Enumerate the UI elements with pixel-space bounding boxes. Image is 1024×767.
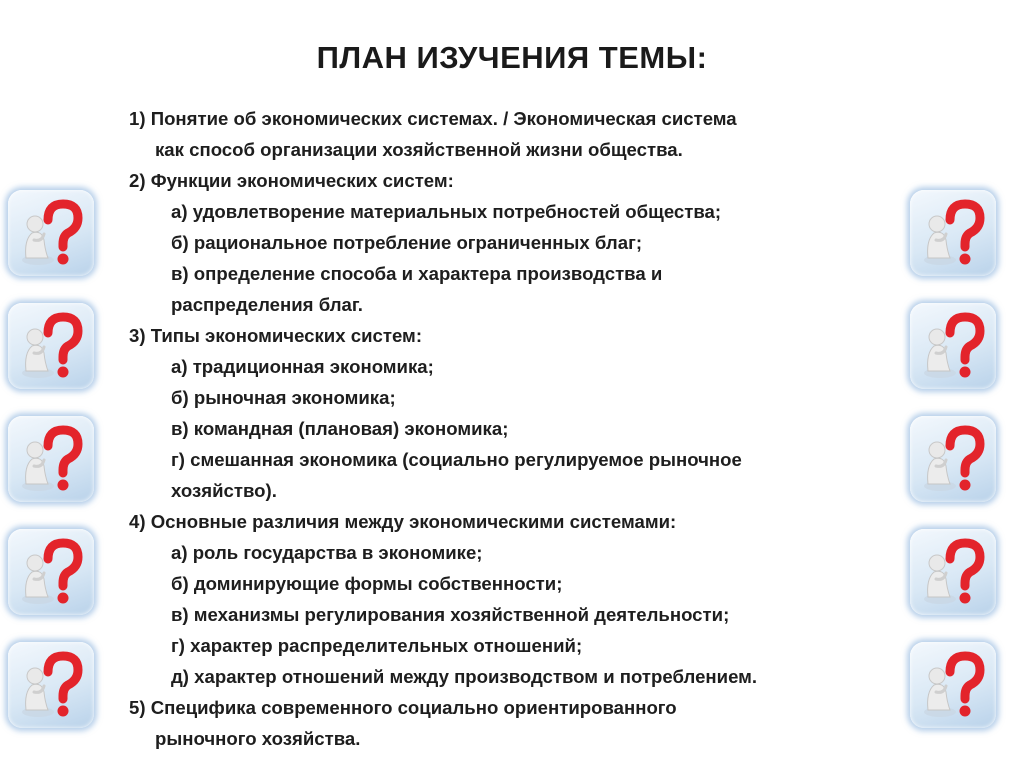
plan-section-heading: 4) Основные различия между экономическими системами: — [129, 511, 677, 532]
plan-list-item: б) рыночная экономика; — [171, 387, 396, 408]
plan-list-item: в) механизмы регулирования хозяйственной деятельности; — [171, 604, 730, 625]
plan-list-item: в) определение способа и характера производства и — [171, 263, 663, 284]
plan-section-heading: 5) Специфика современного социально ориентированного — [129, 697, 677, 718]
plan-list-item: как способ организации хозяйственной жизни общества. — [155, 139, 683, 160]
question-mark-icon — [8, 416, 94, 502]
plan-list-item: в) командная (плановая) экономика; — [171, 418, 509, 439]
plan-list-item: а) традиционная экономика; — [171, 356, 434, 377]
left-icon-column — [8, 190, 104, 755]
plan-list-item: распределения благ. — [171, 294, 363, 315]
question-mark-icon — [910, 416, 996, 502]
plan-list-item: рыночного хозяйства. — [155, 728, 361, 749]
plan-list-item: а) удовлетворение материальных потребностей общества; — [171, 201, 722, 222]
plan-list-item: хозяйство). — [171, 480, 277, 501]
plan-list-item: а) роль государства в экономике; — [171, 542, 483, 563]
topic-plan-list — [129, 103, 909, 754]
question-mark-icon — [910, 529, 996, 615]
right-icon-column — [910, 190, 1006, 755]
question-mark-icon — [8, 303, 94, 389]
question-mark-icon — [910, 190, 996, 276]
plan-list-item: б) доминирующие формы собственности; — [171, 573, 563, 594]
question-mark-icon — [910, 303, 996, 389]
plan-section-heading: 2) Функции экономических систем: — [129, 170, 454, 191]
plan-list-item: г) характер распределительных отношений; — [171, 635, 583, 656]
page-title: ПЛАН ИЗУЧЕНИЯ ТЕМЫ: — [316, 40, 708, 75]
plan-list-item: б) рациональное потребление ограниченных благ; — [171, 232, 643, 253]
question-mark-icon — [8, 190, 94, 276]
plan-section-heading: 3) Типы экономических систем: — [129, 325, 423, 346]
plan-list-item: д) характер отношений между производством и потреблением. — [171, 666, 758, 687]
plan-section-heading: 1) Понятие об экономических системах. / Экономическая система — [129, 108, 737, 129]
question-mark-icon — [910, 642, 996, 728]
plan-list-item: г) смешанная экономика (социально регулируемое рыночное — [171, 449, 742, 470]
question-mark-icon — [8, 642, 94, 728]
question-mark-icon — [8, 529, 94, 615]
